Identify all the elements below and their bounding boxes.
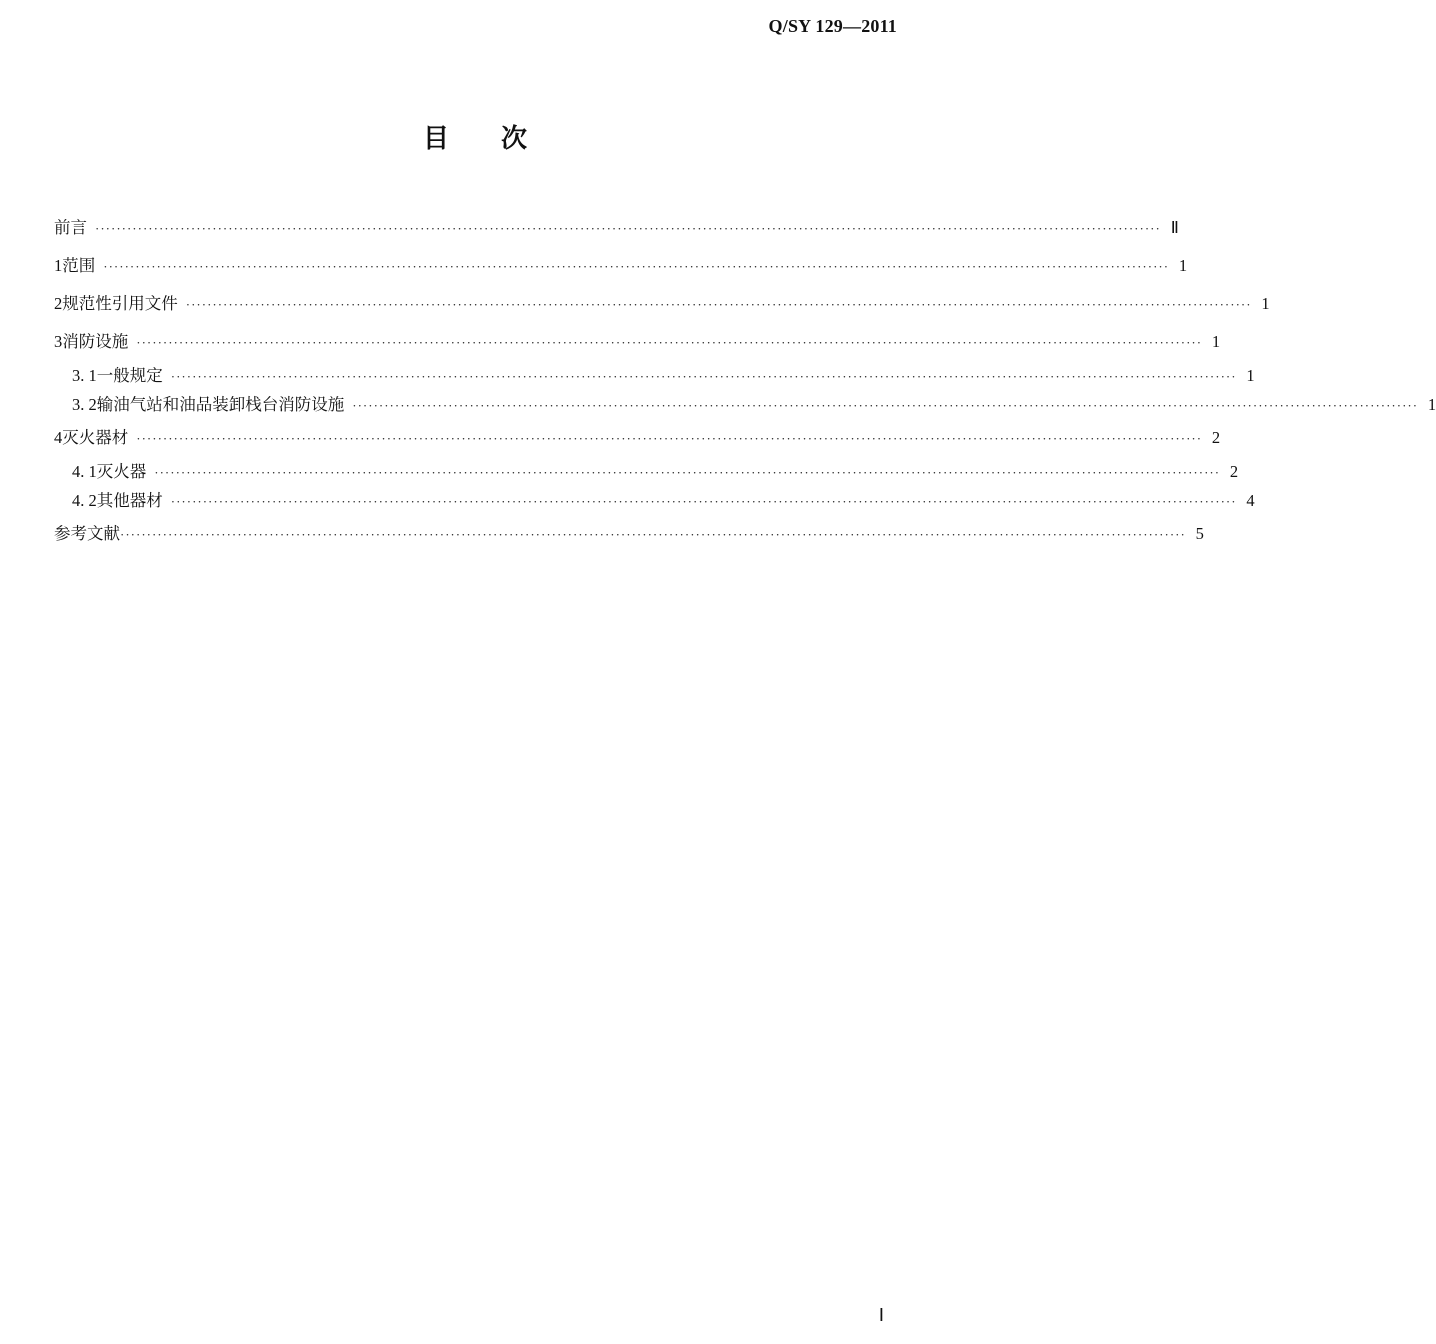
toc-entry-page: 5 (1195, 524, 1204, 543)
toc-entry-number: 1 (54, 256, 63, 275)
toc-leader-dots: ········································································································································································································ (120, 527, 1186, 542)
toc-entry-label: 其他器材 (96, 491, 163, 510)
toc-entry-label: 范围 (62, 256, 96, 275)
toc-entry-normative-references[interactable] (54, 293, 1270, 316)
toc-entry-foreword[interactable] (54, 217, 1179, 240)
toc-entry-number: 3. 2 (72, 395, 97, 414)
toc-leader-dots: ········································································································································································································ (170, 369, 1237, 384)
page-number: Ⅰ (878, 1305, 884, 1325)
toc-entry-page: 1 (1427, 395, 1436, 414)
toc-entry-station-facilities[interactable] (72, 394, 1436, 417)
toc-entry-general-provisions[interactable] (72, 365, 1255, 388)
toc-entry-page: 1 (1211, 332, 1221, 351)
toc-title: 目次 (422, 124, 579, 154)
toc-entry-number: 4. 2 (72, 491, 97, 510)
toc-entry-number: 4. 1 (72, 462, 97, 481)
toc-entry-fire-facilities[interactable] (54, 331, 1221, 354)
toc-entry-bibliography[interactable] (54, 523, 1204, 546)
toc-leader-dots: ········································································································································································································ (95, 221, 1161, 236)
standard-number: Q/SY 129—2011 (768, 16, 897, 36)
toc-entry-page: 1 (1246, 366, 1255, 385)
toc-entry-number: 2 (54, 294, 63, 313)
toc-entry-number: 4 (54, 428, 63, 447)
toc-leader-dots: ········································································································································································································ (170, 494, 1237, 509)
toc-entry-label: 灭火器 (96, 462, 147, 481)
toc-entry-page: 4 (1246, 491, 1255, 510)
toc-entry-label: 消防设施 (62, 332, 129, 351)
toc-leader-dots: ········································································································································································································ (352, 398, 1419, 413)
toc-entry-scope[interactable] (54, 255, 1188, 278)
toc-entry-page: Ⅱ (1170, 218, 1179, 237)
toc-entry-number: 3. 1 (72, 366, 97, 385)
toc-entry-label: 灭火器材 (62, 428, 129, 447)
toc-leader-dots: ········································································································································································································ (136, 431, 1203, 446)
toc-leader-dots: ········································································································································································································ (136, 335, 1203, 350)
toc-entry-page: 2 (1229, 462, 1239, 481)
toc-entry-number: 3 (54, 332, 63, 351)
toc-entry-label: 规范性引用文件 (62, 294, 178, 313)
toc-entry-label: 一般规定 (96, 366, 163, 385)
toc-entry-label: 前言 (54, 218, 87, 237)
toc-entry-page: 1 (1261, 294, 1270, 313)
toc-entry-label: 输油气站和油品装卸栈台消防设施 (96, 395, 345, 414)
toc-entry-label: 参考文献 (54, 524, 120, 543)
toc-entry-page: 1 (1178, 256, 1188, 275)
toc-entry-extinguishing-equipment[interactable] (54, 427, 1221, 450)
toc-leader-dots: ········································································································································································································ (185, 297, 1252, 312)
toc-entry-extinguishers[interactable] (72, 461, 1239, 484)
toc-leader-dots: ········································································································································································································ (103, 259, 1170, 274)
toc-entry-other-equipment[interactable] (72, 490, 1255, 513)
toc-entry-page: 2 (1211, 428, 1221, 447)
toc-leader-dots: ········································································································································································································ (154, 465, 1221, 480)
